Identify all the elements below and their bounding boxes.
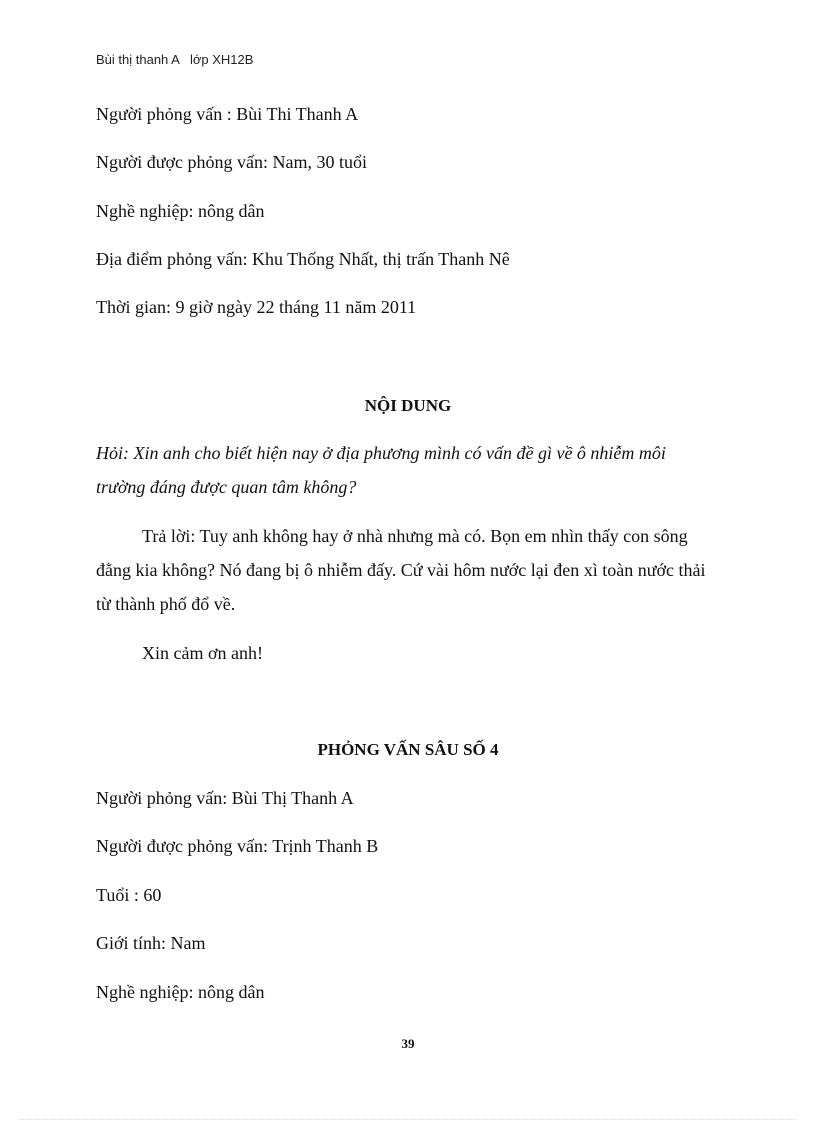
interview4-interviewer-line: Người phỏng vấn: Bùi Thị Thanh A xyxy=(96,788,354,808)
page-header: Bùi thị thanh A lớp XH12B xyxy=(96,52,254,67)
interview4-interviewee-line: Người được phỏng vấn: Trịnh Thanh B xyxy=(96,836,379,856)
question-paragraph: Hỏi: Xin anh cho biết hiện nay ở địa phương mình có vấn đề gì về ô nhiễm môi trường đáng được quan tâm không? xyxy=(96,443,666,497)
thanks-line: Xin cảm ơn anh! xyxy=(142,643,263,663)
interview4-age-line: Tuổi : 60 xyxy=(96,885,162,905)
answer-paragraph: Trả lời: Tuy anh không hay ở nhà nhưng mà có. Bọn em nhìn thấy con sông đằng kia không? Nó đang bị ô nhiễm đấy. Cứ vài hôm nước lại đen xì toàn nước thải từ thành phố đổ về. xyxy=(96,526,706,614)
location-line: Địa điểm phỏng vấn: Khu Thống Nhất, thị trấn Thanh Nê xyxy=(96,249,510,269)
section-title: NỘI DUNG xyxy=(364,396,452,415)
interview4-gender-line: Giới tính: Nam xyxy=(96,933,206,953)
interviewee-line: Người được phỏng vấn: Nam, 30 tuổi xyxy=(96,152,368,172)
interviewer-line: Người phỏng vấn : Bùi Thi Thanh A xyxy=(96,104,359,124)
occupation-line: Nghề nghiệp: nông dân xyxy=(96,201,265,221)
page-bottom-divider xyxy=(20,1119,796,1120)
interview-4-title: PHỎNG VẤN SÂU SỐ 4 xyxy=(317,740,499,759)
page-number: 39 xyxy=(401,1036,415,1051)
interview4-occupation-line: Nghề nghiệp: nông dân xyxy=(96,982,265,1002)
time-line: Thời gian: 9 giờ ngày 22 tháng 11 năm 2011 xyxy=(96,297,417,317)
